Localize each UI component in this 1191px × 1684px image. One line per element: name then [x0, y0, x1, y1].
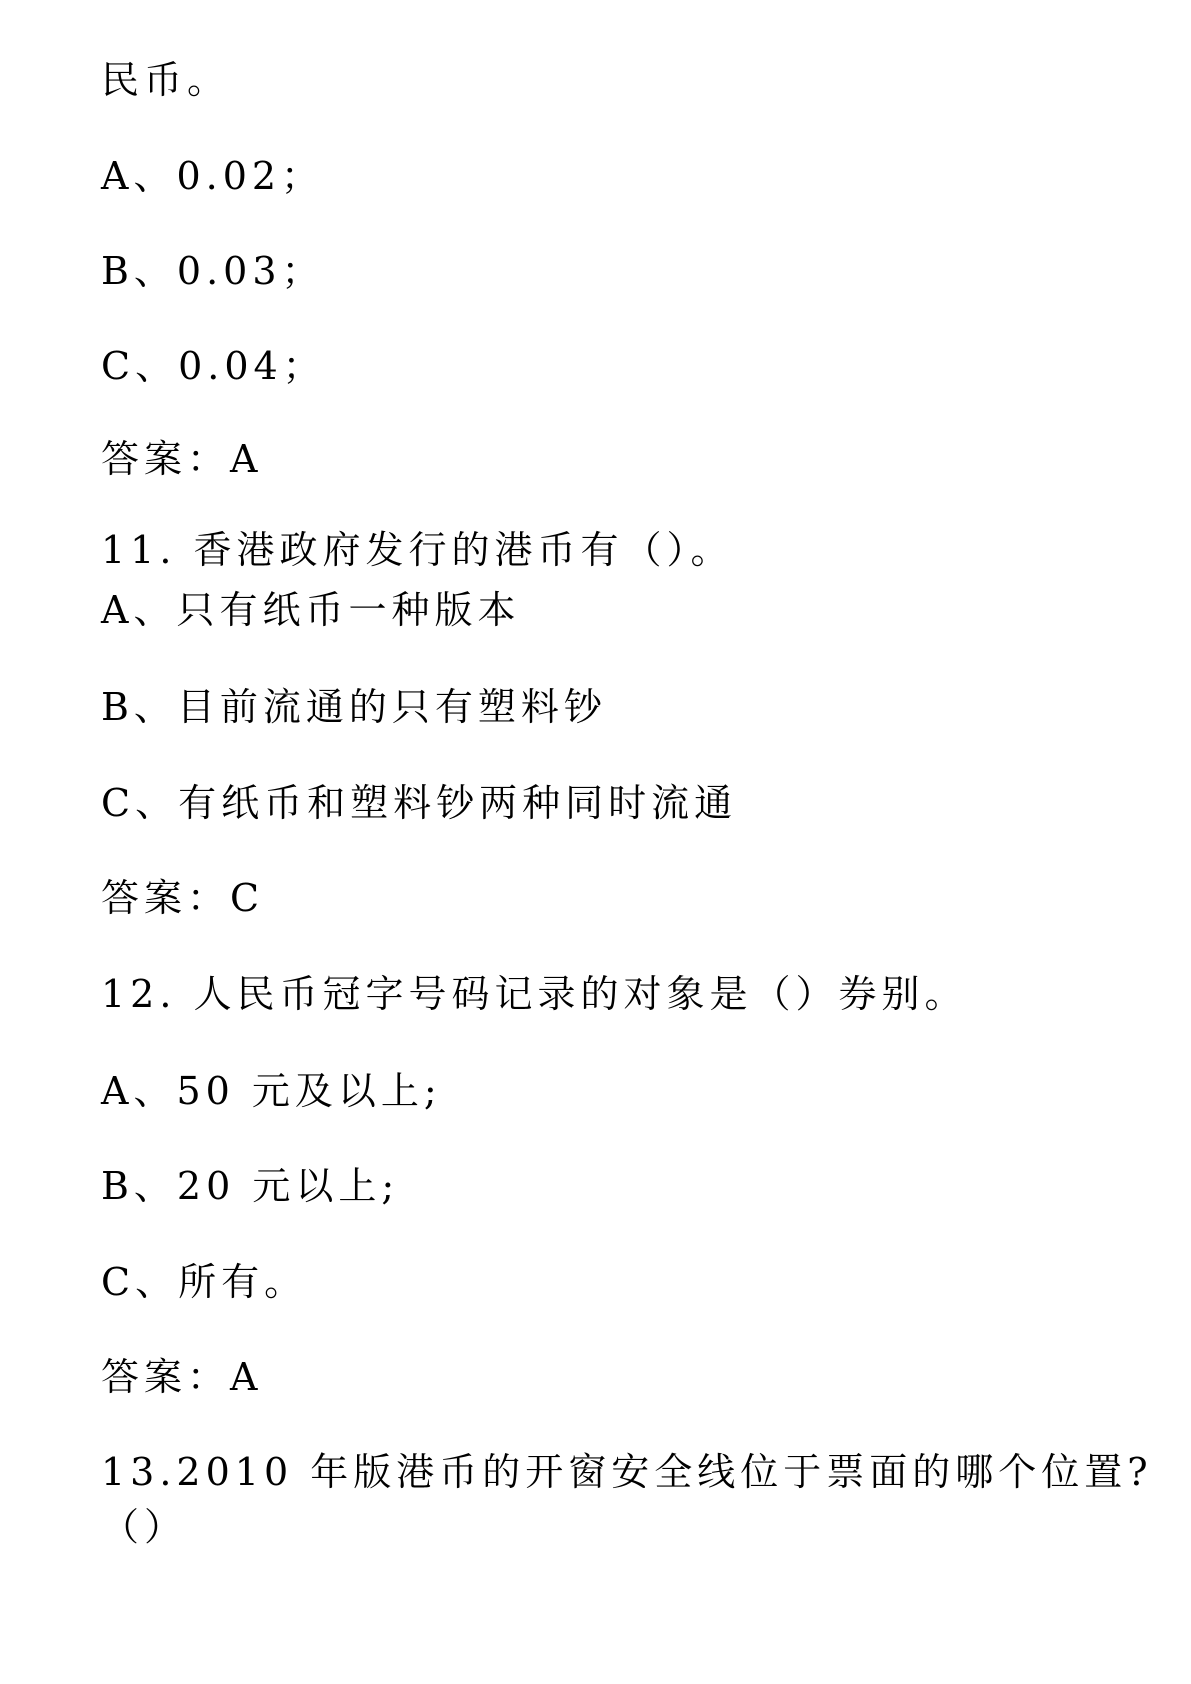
option-c: C、0.04； [101, 344, 326, 388]
option-c: C、所有。 [101, 1260, 308, 1304]
option-b: B、20 元以上; [101, 1164, 400, 1208]
question-11: 11. 香港政府发行的港币有（）。 [101, 528, 734, 572]
question-13: 13.2010 年版港币的开窗安全线位于票面的哪个位置? [101, 1450, 1153, 1494]
option-c: C、有纸币和塑料钞两种同时流通 [101, 781, 738, 825]
answer: 答案：A [101, 1355, 263, 1399]
option-a: A、50 元及以上; [101, 1069, 442, 1113]
option-b: B、0.03； [101, 249, 325, 293]
answer: 答案：A [101, 437, 263, 481]
question-13-blank: （） [101, 1505, 188, 1549]
question-12: 12. 人民币冠字号码记录的对象是（）券别。 [101, 972, 968, 1016]
option-b: B、目前流通的只有塑料钞 [101, 685, 607, 729]
option-a: A、0.02； [101, 154, 325, 198]
answer: 答案：C [101, 876, 265, 920]
text-line-continuation: 民币。 [101, 58, 231, 102]
option-a: A、只有纸币一种版本 [101, 588, 521, 632]
